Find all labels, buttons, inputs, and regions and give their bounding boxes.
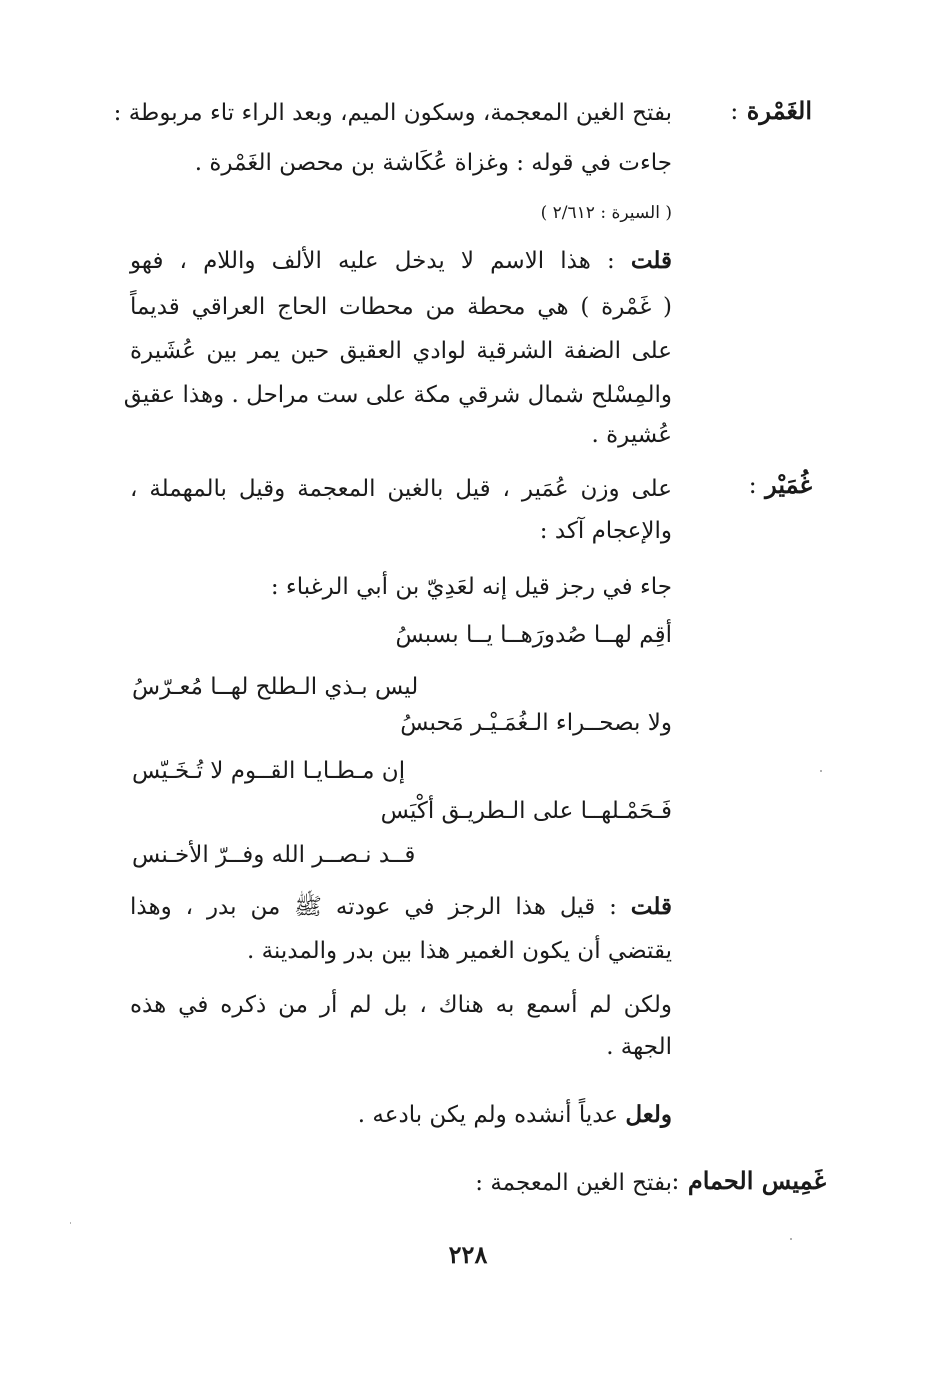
definition-line: بفتح الغين المعجمة، وسكون الميم، وبعد الراء تاء مربوطة :: [113, 100, 672, 126]
note-line: [130, 892, 672, 922]
scan-speck: [790, 1238, 792, 1240]
definition-line: على وزن عُمَير ، قيل بالغين المعجمة وقيل بالمهملة ،: [130, 476, 672, 502]
headword-text: غُمَيْر: [765, 470, 812, 499]
poem-verse: فَـحَمْـلهــا على الـطريـق أكْيَس: [380, 798, 672, 824]
note-label: قلت: [630, 893, 672, 920]
poem-verse: ليس بـذي الـطلح لهــا مُعـرّسُ: [132, 674, 419, 700]
definition-line: والإعجام آكد :: [539, 518, 672, 544]
paragraph-line: [130, 1100, 672, 1130]
poem-verse: أقِم لهــا صُدورَهــا يــا بسبسُ: [395, 622, 672, 648]
note-line: على الضفة الشرقية لوادي العقيق حين يمر بين عُشَيرة: [130, 338, 672, 364]
note-label: قلت: [630, 247, 673, 274]
paragraph-line: الجهة .: [606, 1034, 672, 1060]
note-line: ( غَمْرة ) هي محطة من محطات الحاج العراقي قديماً: [130, 294, 672, 320]
poem-verse: قــد نـصــر الله وفــرّ الأخـنس: [132, 842, 416, 868]
paragraph-line: ولكن لم أسمع به هناك ، بل لم أر من ذكره في هذه: [130, 992, 672, 1018]
note-text: : قيل هذا الرجز في عودته ﷺ من بدر ، وهذا: [130, 894, 617, 920]
scan-speck: [820, 770, 822, 772]
headword-separator: :: [730, 97, 739, 125]
page-number: ٢٢٨: [448, 1240, 488, 1269]
note-line: عُشيرة .: [591, 422, 672, 448]
headword-text: غَمِيس الحمام: [687, 1166, 826, 1195]
citation: ( السيرة : ٢/٦١٢ ): [540, 203, 672, 223]
note-text: : هذا الاسم لا يدخل عليه الألف واللام ، فهو: [130, 248, 615, 274]
poem-verse: ولا بصحــراء الـغُمَـيْـر مَحبسُ: [400, 710, 672, 736]
emphasis-word: ولعل: [625, 1101, 672, 1128]
definition-line: بفتح الغين المعجمة :: [475, 1170, 672, 1196]
headword-ghamis: [671, 1166, 826, 1195]
headword-separator: :: [748, 471, 757, 499]
poem-verse: إن مـطـايـا القــوم لا تُـخَـيّس: [132, 758, 406, 784]
definition-line: جاءت في قوله : وغزاة عُكَاشة بن محصن الغَمْرة .: [194, 150, 672, 176]
headword-text: الغَمْرة: [746, 96, 812, 125]
note-line: يقتضي أن يكون الغمير هذا بين بدر والمدينة .: [246, 938, 672, 964]
note-line: [130, 246, 672, 276]
poem-intro: جاء في رجز قيل إنه لعَدِيّ بن أبي الرغباء :: [270, 574, 672, 600]
note-line: والمِسْلح شمال شرقي مكة على ست مراحل . وهذا عقيق: [123, 382, 672, 408]
headword-ghumayr: [749, 470, 812, 499]
scan-speck: [70, 1222, 71, 1224]
paragraph-text: عدياً أنشده ولم يكن بادعه .: [357, 1102, 619, 1128]
headword-separator: :: [671, 1167, 680, 1195]
headword-ghamra: [730, 96, 812, 125]
